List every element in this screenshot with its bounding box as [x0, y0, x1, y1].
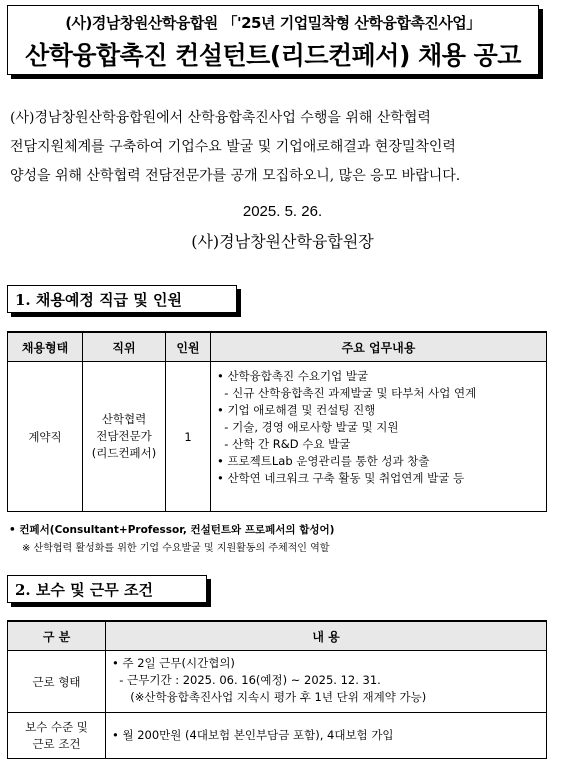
- table-row: [8, 651, 547, 713]
- duty-item: • 산학연 네크워크 구축 활동 및 취업연계 발굴 등: [217, 471, 465, 485]
- headcount: 1: [166, 362, 211, 512]
- condition-line: • 주 2일 근무(시간협의): [112, 656, 235, 670]
- title-subtitle: (사)경남창원산학융합원 「'25년 기업밀착형 산학융합촉진사업」: [65, 14, 481, 32]
- condition-label: [8, 713, 106, 759]
- table-row: [8, 362, 547, 512]
- condition-label: 근로 형태: [8, 651, 106, 713]
- intro-line: (사)경남창원산학융합원에서 산학융합촉진사업 수행을 위해 산학협력: [10, 110, 431, 126]
- table-header: 인원: [166, 332, 211, 362]
- table-header: 주요 업무내용: [211, 332, 547, 362]
- section-1-heading: 1. 채용예정 직급 및 인원: [7, 285, 237, 313]
- position-line: 산학협력: [101, 412, 147, 426]
- note-role: ※ 산학협력 활성화를 위한 기업 수요발굴 및 지원활동의 주체적인 역할: [22, 543, 330, 554]
- intro-paragraph: [10, 104, 558, 191]
- table-header: 채용형태: [8, 332, 83, 362]
- conditions-table: [7, 620, 547, 759]
- condition-label-line: 근로 조건: [32, 736, 81, 751]
- employment-type: 계약직: [8, 362, 83, 512]
- duty-item: • 산학융합촉진 수요기업 발굴: [217, 369, 369, 383]
- table-header: 내 용: [106, 621, 547, 651]
- intro-line: 전담지원체계를 구축하여 기업수요 발굴 및 기업애로해결과 현장밀착인력: [10, 139, 456, 155]
- position-line: 전담전문가: [96, 429, 152, 443]
- note-definition: • 컨페서(Consultant+Professor, 컨설턴트와 프로페서의 합성어): [9, 524, 335, 536]
- duties-cell: [211, 362, 547, 512]
- table-header-row: [8, 621, 547, 651]
- organization-signature: (사)경남창원산학융합원장: [191, 232, 374, 251]
- duty-item: - 산학 간 R&D 수요 발굴: [217, 437, 351, 451]
- intro-line: 양성을 위해 산학협력 전담전문가를 공개 모집하오니, 많은 응모 바랍니다.: [10, 168, 461, 184]
- condition-line: (※산학융합촉진사업 지속시 평가 후 1년 단위 재계약 가능): [112, 690, 427, 704]
- announcement-date: 2025. 5. 26.: [242, 203, 323, 220]
- duty-item: - 기술, 경영 애로사항 발굴 및 지원: [217, 420, 399, 434]
- condition-line: - 근무기간 : 2025. 06. 16(예정) ~ 2025. 12. 31.: [112, 673, 381, 687]
- table-header-row: [8, 332, 547, 362]
- position-cell: [83, 362, 166, 512]
- duty-item: • 기업 애로해결 및 컨설팅 진행: [217, 403, 376, 417]
- table-header: 직위: [83, 332, 166, 362]
- recruitment-table: [7, 331, 547, 512]
- condition-label-line: 보수 수준 및: [25, 719, 88, 734]
- page-title: 산학융합촉진 컨설턴트(리드컨페서) 채용 공고: [25, 41, 521, 70]
- duty-item: • 프로젝트Lab 운영관리를 통한 성과 창출: [217, 454, 430, 468]
- title-box: [7, 5, 539, 75]
- section-2-heading: 2. 보수 및 근무 조건: [7, 575, 207, 603]
- condition-content: [106, 651, 547, 713]
- condition-line: • 월 200만원 (4대보험 본인부담금 포함), 4대보험 가입: [112, 728, 394, 742]
- condition-content: [106, 713, 547, 759]
- position-line: (리드컨페서): [91, 446, 157, 460]
- table-row: [8, 713, 547, 759]
- duty-item: - 신규 산학융합촉진 과제발굴 및 타부처 사업 연계: [217, 386, 477, 400]
- table-header: 구 분: [8, 621, 106, 651]
